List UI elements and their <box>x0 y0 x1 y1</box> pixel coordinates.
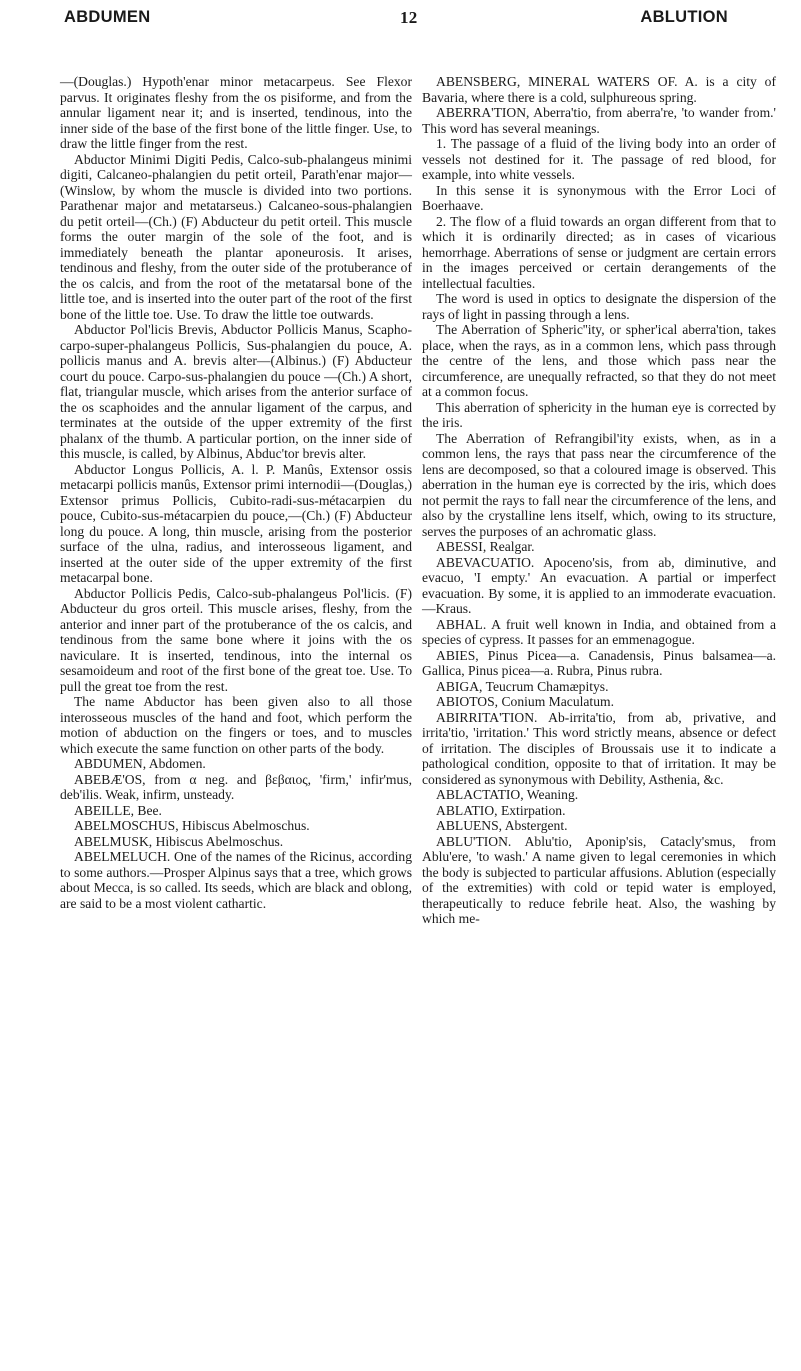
entry-headword-line: ABLUENS, Abstergent. <box>436 818 568 833</box>
entry-paragraph: Abductor Minimi Digiti Pedis, Calco-sub-phalangeus minimi digiti, Calcaneo-phalangien du petit orteil, Parath'enar major—(Winslow, by whom the muscle is divided into two portions. Parathenar major and metatarseus.) Calcaneo-sous-phalangien du petit orteil—(Ch.) (F) Abducteur du petit orteil. This muscle forms the outer margin of the sole of the foot, and is immediately beneath the plantar aponeurosis. It arises, tendinous and fleshy, from the outer side of the protuberance of the os calcis, and from the root of the metatarsal bone of the little toe, and is inserted into the outer part of the root of the first bone of the little toe. Use. To draw the little toe outwards. <box>60 151 412 322</box>
entry-headword-line: ABELMUSK, Hibiscus Abelmoschus. <box>74 833 284 849</box>
entry-paragraph: Abductor Pollicis Pedis, Calco-sub-phalangeus Pol'licis. (F) Abducteur du gros orteil. This muscle arises, fleshy, from the anterior and inner part of the protuberance of the os calcis, and tendinous from the same bone where it joins with the os naviculare. It is inserted, tendinous, into the internal os sesamoideum and root of the first bone of the great toe. Use. To pull the great toe from the rest. <box>60 585 412 694</box>
entry-paragraph: This aberration of sphericity in the human eye is corrected by the iris. <box>422 399 776 430</box>
header-left-word: ABDUMEN <box>64 8 151 26</box>
entry-headword-line: ABIOTOS, Conium Maculatum. <box>436 694 614 709</box>
entry-paragraph: Abductor Longus Pollicis, A. l. P. Manûs, Extensor ossis metacarpi pollicis manûs, Extensor primi internodii—(Douglas,) Extensor primus Pollicis, Cubito-radi-sus-métacarpien du pouce, Cubito-sus-métacarpien du pouce,—(Ch.) (F) Abducteur long du pouce. A long, thin muscle, arising from the posterior surface of the ulna, radius, and interosseous ligament, and inserted at the outer side of the upper extremity of the first metacarpal bone. <box>60 461 412 585</box>
entry-paragraph: ABHAL. A fruit well known in India, and obtained from a species of cypress. It passes for an emmenagogue. <box>422 616 776 647</box>
entry-paragraph: The name Abductor has been given also to all those interosseous muscles of the hand and foot, which perform the motion of abduction on the fingers or toes, and to muscles which execute the same function on other parts of the body. <box>60 694 412 756</box>
header-right-word: ABLUTION <box>640 8 728 26</box>
entry-paragraph: ABIRRITA'TION. Ab-irrita'tio, from ab, privative, and irrita'tio, 'irritation.' This word strictly means, absence or defect of irritation. The disciples of Broussais use it to indicate a pathological condition, opposite to that of irritation. It may be considered as synonymous with Debility, Asthenia, &c. <box>422 709 776 787</box>
entry-paragraph: The word is used in optics to designate the dispersion of the rays of light in passing through a lens. <box>422 291 776 322</box>
entry-headword-line: ABELMOSCHUS, Hibiscus Abelmoschus. <box>74 818 310 833</box>
entry-paragraph: Abductor Pol'licis Brevis, Abductor Pollicis Manus, Scapho-carpo-super-phalangeus Pollicis, Sus-phalangien du pouce, A. pollicis manus and A. brevis alter—(Albinus.) (F) Abducteur court du pouce. Carpo-sus-phalangien du pouce —(Ch.) A short, flat, triangular muscle, which arises from the anterior surface of the os scaphoides and the annular ligament of the carpus, and terminates at the outside of the upper extremity of the first phalanx of the thumb. A particular portion, on the inner side of this muscle, is called, by Albinus, Abduc'tor brevis alter. <box>60 322 412 461</box>
entry-headword-line: ABEBÆ'OS, from α neg. and βεβαιος, 'firm,' infir'mus, deb'ilis. Weak, infirm, unsteady. <box>60 771 412 802</box>
entry-headword-line: ABLATIO, Extirpation. <box>436 802 566 818</box>
entry-paragraph: 1. The passage of a fluid of the living body into an order of vessels not destined for it. The passage of red blood, for example, into white vessels. <box>422 136 776 182</box>
entry-paragraph: The Aberration of Refrangibil'ity exists, when, as in a common lens, the rays that pass near the circumference of the lens are decomposed, so that a coloured image is observed. This aberration in the human eye is corrected by the iris, which does not permit the rays to fall near the circumference of the lens, and also by the crystalline lens itself, which, owing to its structure, serves the purposes of an achromatic glass. <box>422 430 776 539</box>
running-header <box>44 8 778 34</box>
entry-paragraph: ABERRA'TION, Aberra'tio, from aberra're, 'to wander from.' This word has several meanings. <box>422 105 776 136</box>
entry-paragraph: ABELMELUCH. One of the names of the Ricinus, according to some authors.—Prosper Alpinus says that a tree, which grows about Mecca, is so called. Its seeds, which are black and oblong, are said to be a most violent cathartic. <box>60 849 412 911</box>
entry-headword-line: ABIGA, Teucrum Chamæpitys. <box>436 678 609 694</box>
entry-headword-line: ABLACTATIO, Weaning. <box>436 787 579 802</box>
entry-paragraph: The Aberration of Spheric''ity, or spher'ical aberra'tion, takes place, when the rays, as in a common lens, which pass through the centre of the lens, and those which pass near the circumference, are unequally refracted, so that they do not meet at a common focus. <box>422 322 776 399</box>
entry-headword-line: ABEILLE, Bee. <box>74 802 162 818</box>
entry-paragraph: —(Douglas.) Hypoth'enar minor metacarpeus. See Flexor parvus. It originates fleshy from the os pisiforme, and from the annular ligament near it; and is inserted, tendinous, into the inner side of the base of the first bone of the little finger. Use, to draw the little finger from the rest. <box>60 74 412 151</box>
entry-headword-line: ABESSI, Realgar. <box>436 539 535 554</box>
entry-paragraph: ABENSBERG, MINERAL WATERS OF. A. is a city of Bavaria, where there is a cold, sulphureous spring. <box>422 74 776 105</box>
entry-paragraph: 2. The flow of a fluid towards an organ different from that to which it is ordinarily directed; as in cases of vicarious hemorrhage. Aberrations of sense or judgment are certain errors in the images perceived or certain derangements of the intellectual faculties. <box>422 213 776 291</box>
entry-paragraph: ABLU'TION. Ablu'tio, Aponip'sis, Catacly'smus, from Ablu'ere, 'to wash.' A name given to legal ceremonies in which the body is subjected to particular affusions. Ablution (especially of the extremities) with cold or tepid water is employed, therapeutically to reduce febrile heat. Also, the washing by which me- <box>422 833 776 926</box>
left-column <box>60 74 412 911</box>
entry-headword-line: ABDUMEN, Abdomen. <box>74 756 206 771</box>
entry-paragraph: ABEVACUATIO. Apoceno'sis, from ab, diminutive, and evacuo, 'I empty.' An evacuation. A partial or imperfect evacuation. By some, it is applied to an immoderate evacuation.—Kraus. <box>422 554 776 616</box>
entry-paragraph: ABIES, Pinus Picea—a. Canadensis, Pinus balsamea—a. Gallica, Pinus picea—a. Rubra, Pinus rubra. <box>422 647 776 678</box>
page-number: 12 <box>400 8 418 27</box>
right-column <box>422 74 776 927</box>
entry-paragraph: In this sense it is synonymous with the Error Loci of Boerhaave. <box>422 182 776 213</box>
